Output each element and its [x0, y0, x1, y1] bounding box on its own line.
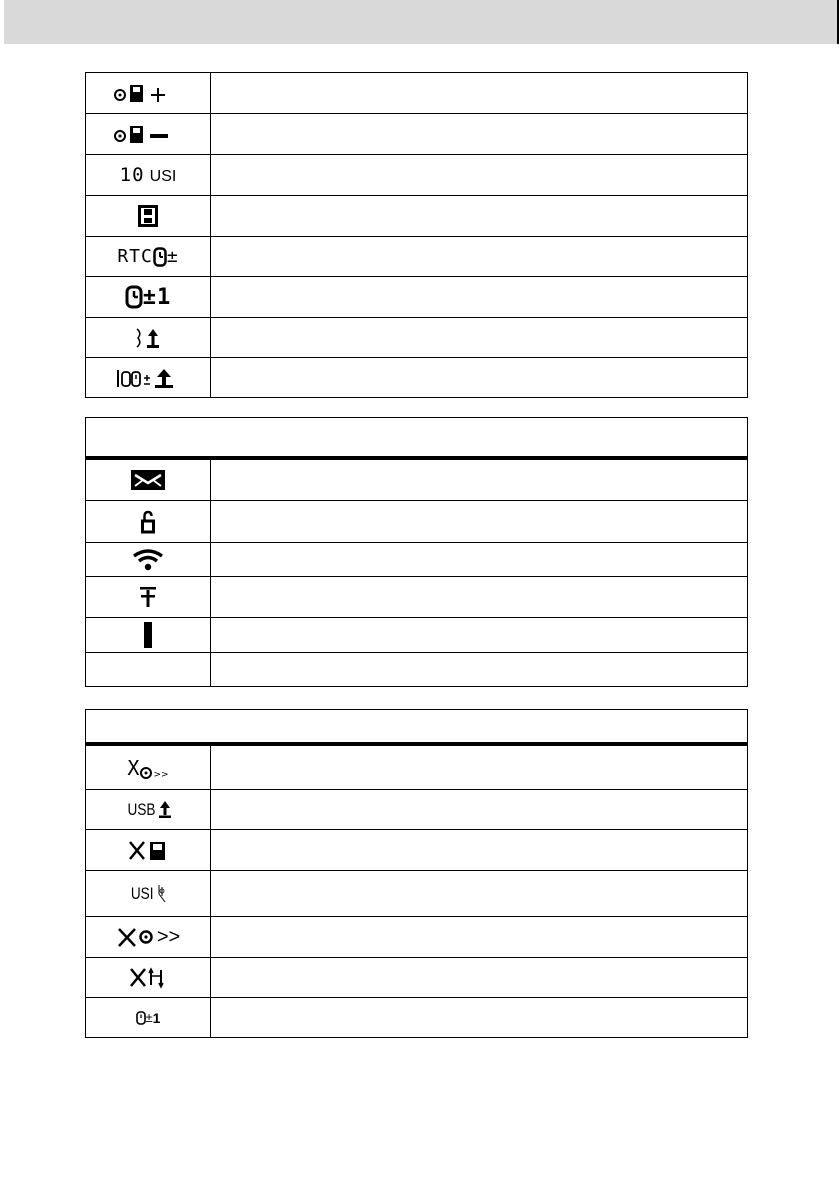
- description-cell: [211, 155, 747, 195]
- description-cell: [211, 998, 747, 1037]
- symbol-cell: [86, 746, 211, 789]
- symbol-cell: [86, 318, 211, 357]
- table-row: [86, 997, 747, 1037]
- symbol-cell: [86, 917, 211, 957]
- symbol-cell: [86, 998, 211, 1037]
- description-cell: [211, 318, 747, 357]
- rtc-clock-plusminus-icon: [117, 246, 178, 267]
- symbol-cell: [86, 543, 211, 576]
- symbol-cell: [86, 237, 211, 276]
- clock-plusminus-one-small-icon: [136, 1010, 161, 1026]
- description-cell: [211, 237, 747, 276]
- table-row: [86, 542, 747, 576]
- table-row: [86, 617, 747, 652]
- bar-icon: [143, 622, 153, 648]
- rtc-label: RTC: [117, 246, 153, 267]
- clock-glyph-icon: [153, 247, 167, 267]
- lock-icon: [141, 510, 155, 534]
- symbol-cell: [86, 196, 211, 236]
- table-row: [86, 870, 747, 916]
- usi-label: USI: [130, 883, 154, 903]
- symbol-cell: [86, 73, 211, 113]
- description-cell: [211, 277, 747, 317]
- usi-label: USI: [149, 168, 177, 185]
- description-cell: [211, 73, 747, 113]
- cancel-alarm-forward-large-icon: [116, 926, 180, 949]
- usb-upload-icon: [124, 800, 173, 820]
- table-row: [86, 576, 747, 617]
- table-row: [86, 357, 747, 397]
- table-row: [86, 957, 747, 997]
- table-row: [86, 652, 747, 686]
- wifi-icon: [132, 549, 164, 571]
- forward-label: >>: [153, 769, 169, 780]
- description-cell: [211, 871, 747, 916]
- alarm-sim-minus-icon: [113, 122, 183, 146]
- table-row: [86, 154, 747, 195]
- table-row: [86, 829, 747, 870]
- cancel-alarm-forward-icon: [127, 756, 168, 780]
- symbol-cell: [86, 277, 211, 317]
- forward-label: >>: [156, 925, 181, 948]
- one-label: 1: [152, 1009, 161, 1026]
- floppy-save-icon: [138, 205, 158, 227]
- table-row: [86, 73, 747, 113]
- symbol-cell: [86, 653, 211, 686]
- cancel-glyph-icon: [116, 926, 138, 948]
- envelope-icon: [131, 470, 165, 490]
- ten-label: 10: [119, 164, 145, 186]
- symbol-cell: [86, 958, 211, 997]
- symbol-cell: [86, 460, 211, 500]
- description-cell: [211, 653, 747, 686]
- plusminus-label: ±: [142, 284, 157, 310]
- table-row: [86, 317, 747, 357]
- table-heading: [86, 418, 747, 460]
- description-cell: [211, 618, 747, 652]
- alarm-glyph-icon: [139, 764, 153, 780]
- description-cell: [211, 746, 747, 789]
- page-header-bar: [4, 0, 839, 44]
- sound-glyph-icon: [156, 882, 168, 906]
- table-row: [86, 500, 747, 542]
- symbol-cell: [86, 501, 211, 542]
- clock-glyph-icon: [125, 285, 143, 309]
- symbol-table-1: [85, 72, 748, 398]
- table-row: [86, 276, 747, 317]
- description-cell: [211, 958, 747, 997]
- description-cell: [211, 917, 747, 957]
- table-row: [86, 460, 747, 500]
- description-cell: [211, 543, 747, 576]
- upload-glyph-icon: [158, 800, 172, 820]
- alarm-glyph-icon: [138, 929, 154, 945]
- description-cell: [211, 460, 747, 500]
- cancel-transfer-icon: [129, 966, 167, 990]
- clock-glyph-icon: [136, 1011, 146, 1025]
- description-cell: [211, 790, 747, 829]
- symbol-cell: [86, 114, 211, 154]
- table-row: [86, 195, 747, 236]
- table-row: [86, 746, 747, 789]
- clock-plusminus-one-icon: [125, 285, 172, 310]
- symbol-cell: [86, 358, 211, 397]
- cancel-sim-icon: [128, 838, 168, 862]
- symbol-cell: [86, 790, 211, 829]
- timer-upload-icon: [115, 366, 181, 390]
- table-row: [86, 789, 747, 829]
- description-cell: [211, 196, 747, 236]
- symbol-table-3: [85, 709, 748, 1038]
- x-label: X: [127, 755, 140, 780]
- symbol-table-2: [85, 417, 748, 687]
- description-cell: [211, 114, 747, 154]
- antenna-icon: [139, 586, 157, 608]
- table-row: [86, 236, 747, 276]
- plusminus-label: ±: [166, 246, 179, 267]
- table-row: [86, 113, 747, 154]
- usi-sound-icon: [128, 882, 168, 906]
- plusminus-label: ±: [145, 1010, 153, 1025]
- description-cell: [211, 830, 747, 870]
- symbol-cell: [86, 155, 211, 195]
- table-heading: [86, 710, 747, 746]
- table-row: [86, 916, 747, 957]
- symbol-cell: [86, 871, 211, 916]
- alarm-sim-plus-icon: [113, 81, 183, 105]
- ten-usi-icon: [120, 164, 177, 186]
- usb-label: USB: [127, 799, 155, 819]
- description-cell: [211, 577, 747, 617]
- symbol-cell: [86, 830, 211, 870]
- description-cell: [211, 501, 747, 542]
- signal-upload-icon: [134, 326, 162, 350]
- description-cell: [211, 358, 747, 397]
- symbol-cell: [86, 577, 211, 617]
- one-label: 1: [157, 284, 172, 310]
- symbol-cell: [86, 618, 211, 652]
